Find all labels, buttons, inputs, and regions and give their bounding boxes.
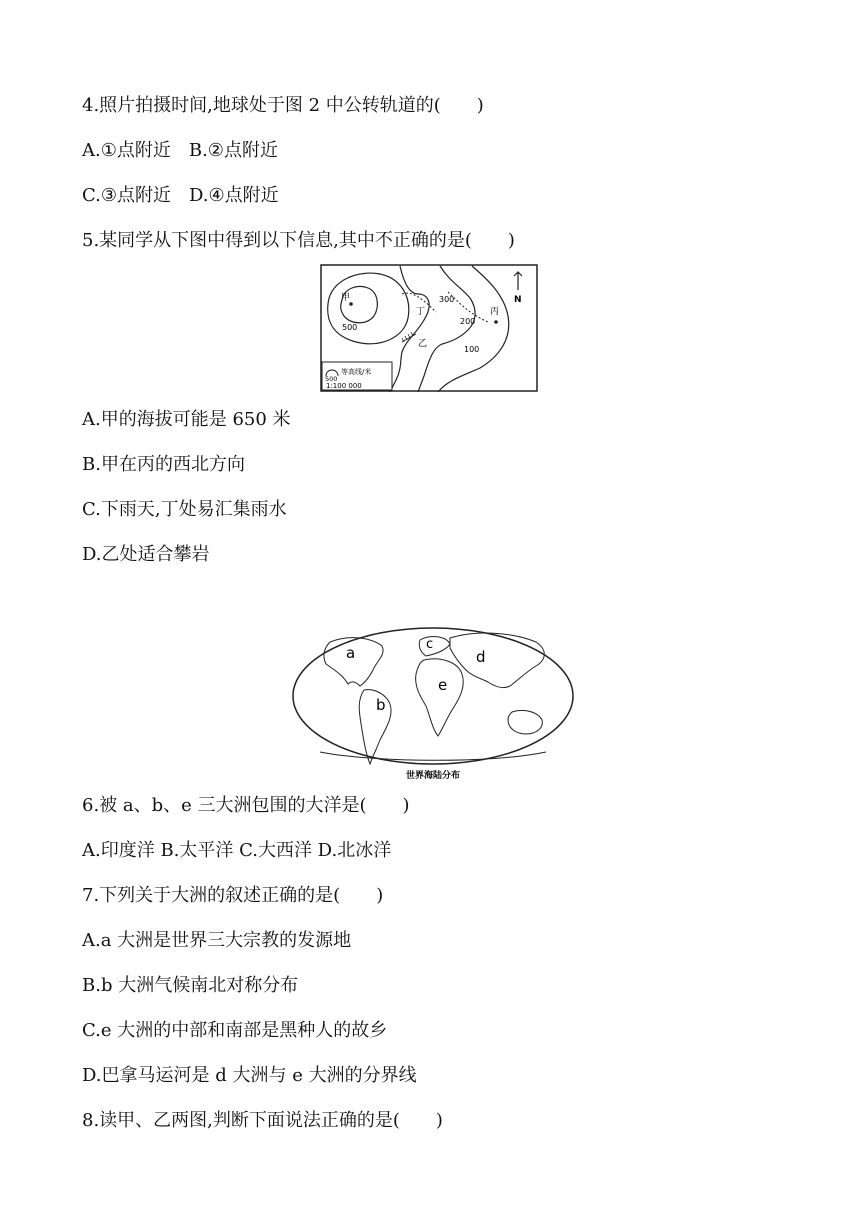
- contour-label-200: 200: [460, 317, 476, 326]
- north-label: N: [514, 295, 522, 305]
- q7-option-c: C.e 大洲的中部和南部是黑种人的故乡: [82, 1020, 388, 1041]
- q7-option-a: A.a 大洲是世界三大宗教的发源地: [82, 930, 352, 951]
- continent-label-e: e: [438, 676, 448, 694]
- label-bing: 丙: [490, 307, 500, 317]
- contour-label-100: 100: [464, 345, 480, 354]
- contour-label-500: 500: [342, 323, 358, 332]
- continent-label-b: b: [376, 696, 386, 714]
- q5-option-b: B.甲在丙的西北方向: [82, 454, 245, 475]
- q8-stem: 8.读甲、乙两图,判断下面说法正确的是( ): [82, 1110, 443, 1131]
- scale-text: 1:100 000: [326, 382, 362, 390]
- q5-option-a: A.甲的海拔可能是 650 米: [82, 409, 291, 430]
- world-map-caption: 世界海陆分布: [405, 771, 461, 781]
- q5-stem: 5.某同学从下图中得到以下信息,其中不正确的是( ): [82, 230, 515, 251]
- q6-options: A.印度洋 B.太平洋 C.大西洋 D.北冰洋: [82, 840, 392, 861]
- continent-label-c: c: [426, 637, 434, 652]
- label-jia: 甲: [341, 293, 351, 303]
- q7-stem: 7.下列关于大洲的叙述正确的是( ): [82, 885, 384, 906]
- q4-options-cd: C.③点附近 D.④点附近: [82, 185, 279, 206]
- q4-options-ab: A.①点附近 B.②点附近: [82, 140, 278, 161]
- label-ding: 丁: [416, 307, 426, 317]
- continent-label-a: a: [346, 644, 356, 662]
- contour-map-figure: [320, 264, 538, 392]
- q5-option-d: D.乙处适合攀岩: [82, 544, 210, 565]
- continent-label-d: d: [476, 648, 486, 666]
- contour-label-300: 300: [439, 295, 455, 304]
- label-yi: 乙: [418, 339, 428, 349]
- legend-text: 等高线/米: [341, 368, 372, 376]
- q5-option-c: C.下雨天,丁处易汇集雨水: [82, 499, 287, 520]
- bing-point: [494, 320, 498, 324]
- legend-value: 500: [325, 375, 338, 383]
- q6-stem: 6.被 a、b、e 三大洲包围的大洋是( ): [82, 795, 410, 816]
- q4-stem: 4.照片拍摄时间,地球处于图 2 中公转轨道的( ): [82, 95, 484, 116]
- q7-option-b: B.b 大洲气候南北对称分布: [82, 975, 299, 996]
- world-map-figure: [290, 624, 576, 784]
- q7-option-d: D.巴拿马运河是 d 大洲与 e 大洲的分界线: [82, 1065, 417, 1086]
